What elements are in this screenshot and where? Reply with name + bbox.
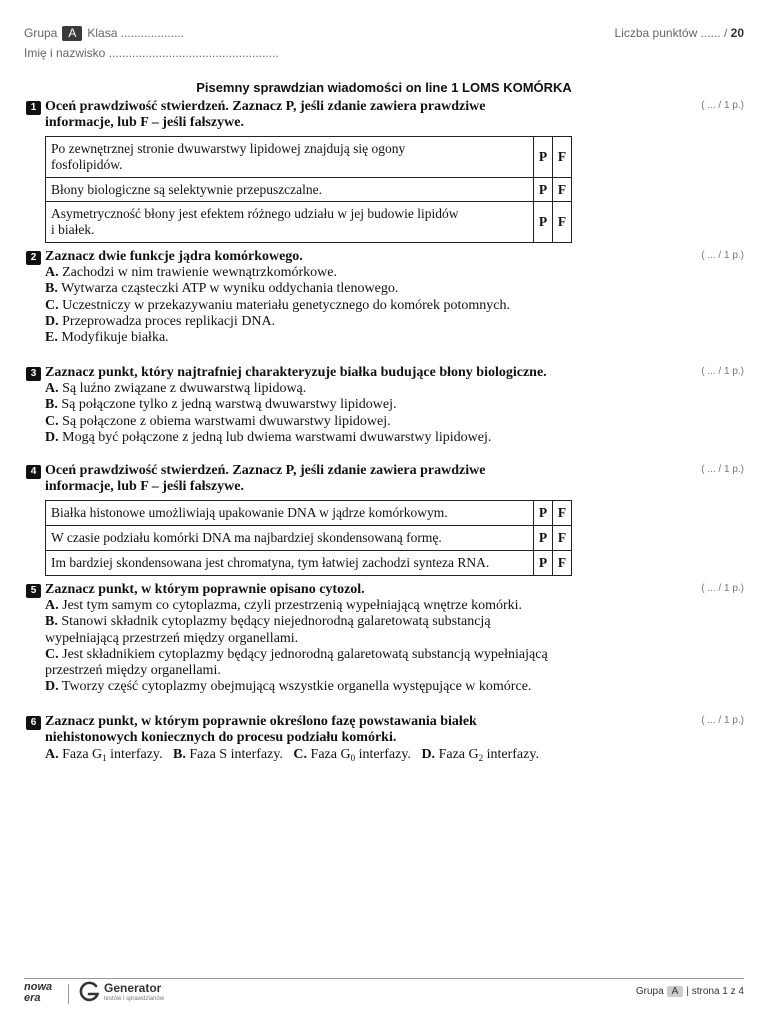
table-row [46, 178, 572, 202]
question-3-text: Zaznacz punkt, który najtrafniej charakteryzuje białka budujące błony biologiczne. [45, 365, 547, 380]
statement-cell: Białka histonowe umożliwiają upakowanie DNA w jądrze komórkowym. [46, 501, 534, 526]
question-3-options [45, 381, 491, 446]
footer-group-badge: A [667, 986, 684, 997]
question-6-line2: niehistonowych koniecznych do procesu podziału komórki. [45, 730, 397, 745]
false-option[interactable]: F [553, 137, 572, 178]
question-number-2: 2 [26, 251, 41, 265]
question-6-options [45, 747, 539, 766]
footer-page-number: strona 1 z 4 [691, 986, 744, 997]
option-a[interactable]: A. Jest tym samym co cytoplazma, czyli przestrzenią wypełniającą wnętrze komórki. [45, 598, 523, 613]
question-number-6: 6 [26, 716, 41, 730]
question-4-text [45, 463, 485, 495]
points-total: 20 [730, 26, 744, 40]
question-number-1: 1 [26, 101, 41, 115]
option-b-cont: wypełniającą przestrzeń między organellami. [45, 630, 299, 646]
footer-divider [24, 978, 744, 979]
table-row [46, 501, 572, 526]
question-4-line2: informacje, lub F – jeśli fałszywe. [45, 479, 244, 494]
false-option[interactable]: F [553, 551, 572, 576]
question-5-text: Zaznacz punkt, w którym poprawnie opisano cytozol. [45, 582, 365, 597]
question-5-points: ( ... / 1 p.) [701, 583, 744, 594]
question-number-3: 3 [26, 367, 41, 381]
option-c[interactable]: C. Faza $G_0$ interfazy. [293, 747, 411, 763]
option-c[interactable]: C. Jest składnikiem cytoplazmy będący jednorodną galaretowatą substancją wypełniającą [45, 646, 548, 662]
question-1-line1: Oceń prawdziwość stwierdzeń. Zaznacz P, jeśli zdanie zawiera prawdziwe [45, 99, 486, 114]
option-b[interactable]: B. Faza S interfazy. [173, 747, 283, 762]
points-field[interactable]: ...... [700, 26, 721, 40]
statement-cell: Asymetryczność błony jest efektem różnego udziału w jej budowie lipidów i białek. [46, 202, 534, 243]
option-b[interactable]: B. Wytwarza cząsteczki ATP w wyniku oddychania tlenowego. [45, 281, 399, 297]
statement-cell: W czasie podziału komórki DNA ma najbardziej skondensowaną formę. [46, 526, 534, 551]
question-6-line1: Zaznacz punkt, w którym poprawnie określono fazę powstawania białek [45, 714, 477, 729]
option-b[interactable]: B. Stanowi składnik cytoplazmy będący niejednorodną galaretowatą substancją [45, 614, 491, 630]
statement-cell: Im bardziej skondensowana jest chromatyna, tym łatwiej zachodzi synteza RNA. [46, 551, 534, 576]
option-d[interactable]: D. Tworzy część cytoplazmy obejmującą wszystkie organella występujące w komórce. [45, 679, 532, 695]
class-label: Klasa [87, 26, 118, 40]
nowa-era-logo: nowa era [24, 981, 53, 1004]
table-row [46, 137, 572, 178]
statement-cell: Po zewnętrznej stronie dwuwarstwy lipidowej znajdują się ogony fosfolipidów. [46, 137, 534, 178]
question-1-table [45, 136, 572, 243]
table-row [46, 526, 572, 551]
name-field[interactable]: ................................................... [108, 46, 279, 60]
points-separator: / [723, 26, 728, 40]
question-2-text: Zaznacz dwie funkcje jądra komórkowego. [45, 249, 303, 264]
true-option[interactable]: P [534, 137, 553, 178]
generator-subtitle: testów i sprawdzianów [104, 996, 165, 1002]
name-label: Imię i nazwisko [24, 46, 106, 60]
question-6-points: ( ... / 1 p.) [701, 715, 744, 726]
question-4-line1: Oceń prawdziwość stwierdzeń. Zaznacz P, jeśli zdanie zawiera prawdziwe [45, 463, 486, 478]
true-option[interactable]: P [534, 501, 553, 526]
question-3-points: ( ... / 1 p.) [701, 366, 744, 377]
footer-separator: | [686, 986, 689, 997]
header-name [24, 46, 279, 60]
option-d[interactable]: D. Przeprowadza proces replikacji DNA. [45, 313, 276, 329]
class-field[interactable]: ................... [120, 26, 185, 40]
option-c[interactable]: C. Są połączone z obiema warstwami dwuwarstwy lipidowej. [45, 413, 391, 429]
option-e[interactable]: E. Modyfikuje białka. [45, 330, 169, 346]
question-1-points: ( ... / 1 p.) [701, 100, 744, 111]
page-title: Pisemny sprawdzian wiadomości on line 1 LOMS KOMÓRKA [196, 80, 572, 95]
group-label: Grupa [24, 26, 58, 40]
option-b[interactable]: B. Są połączone tylko z jedną warstwą dwuwarstwy lipidowej. [45, 397, 397, 413]
false-option[interactable]: F [553, 202, 572, 243]
question-2-points: ( ... / 1 p.) [701, 250, 744, 261]
question-number-5: 5 [26, 584, 41, 598]
option-a[interactable]: A. Zachodzi w nim trawienie wewnątrzkomórkowe. [45, 265, 337, 280]
question-4-points: ( ... / 1 p.) [701, 464, 744, 475]
group-badge: A [62, 26, 82, 41]
option-c-cont: przestrzeń między organellami. [45, 663, 221, 679]
option-a[interactable]: A. Są luźno związane z dwuwarstwą lipidową. [45, 381, 307, 396]
generator-logo-icon [78, 981, 100, 1003]
option-c[interactable]: C. Uczestniczy w przekazywaniu materiału genetycznego do komórek potomnych. [45, 297, 510, 313]
generator-name: Generator [104, 981, 162, 995]
false-option[interactable]: F [553, 501, 572, 526]
question-2-options [45, 265, 510, 346]
option-d[interactable]: D. Mogą być połączone z jedną lub dwiema warstwami dwuwarstwy lipidowej. [45, 429, 492, 445]
header-group-class [24, 26, 184, 41]
question-1-line2: informacje, lub F – jeśli fałszywe. [45, 115, 244, 130]
footer-page-info [636, 986, 744, 997]
question-number-4: 4 [26, 465, 41, 479]
header-points [615, 26, 744, 40]
footer-group-label: Grupa [635, 986, 664, 997]
question-4-table [45, 500, 572, 576]
true-option[interactable]: P [534, 202, 553, 243]
option-d[interactable]: D. Faza $G_2$ interfazy. [421, 747, 539, 763]
logo-separator [68, 984, 69, 1004]
true-option[interactable]: P [534, 526, 553, 551]
option-a[interactable]: A. Faza $G_1$ interfazy. [45, 747, 163, 763]
true-option[interactable]: P [534, 178, 553, 202]
false-option[interactable]: F [553, 526, 572, 551]
question-5-options [45, 598, 548, 696]
statement-cell: Błony biologiczne są selektywnie przepuszczalne. [46, 178, 534, 202]
table-row [46, 551, 572, 576]
table-row [46, 202, 572, 243]
true-option[interactable]: P [534, 551, 553, 576]
false-option[interactable]: F [553, 178, 572, 202]
points-label: Liczba punktów [614, 26, 698, 40]
question-6-text [45, 714, 477, 746]
question-1-text [45, 99, 485, 131]
